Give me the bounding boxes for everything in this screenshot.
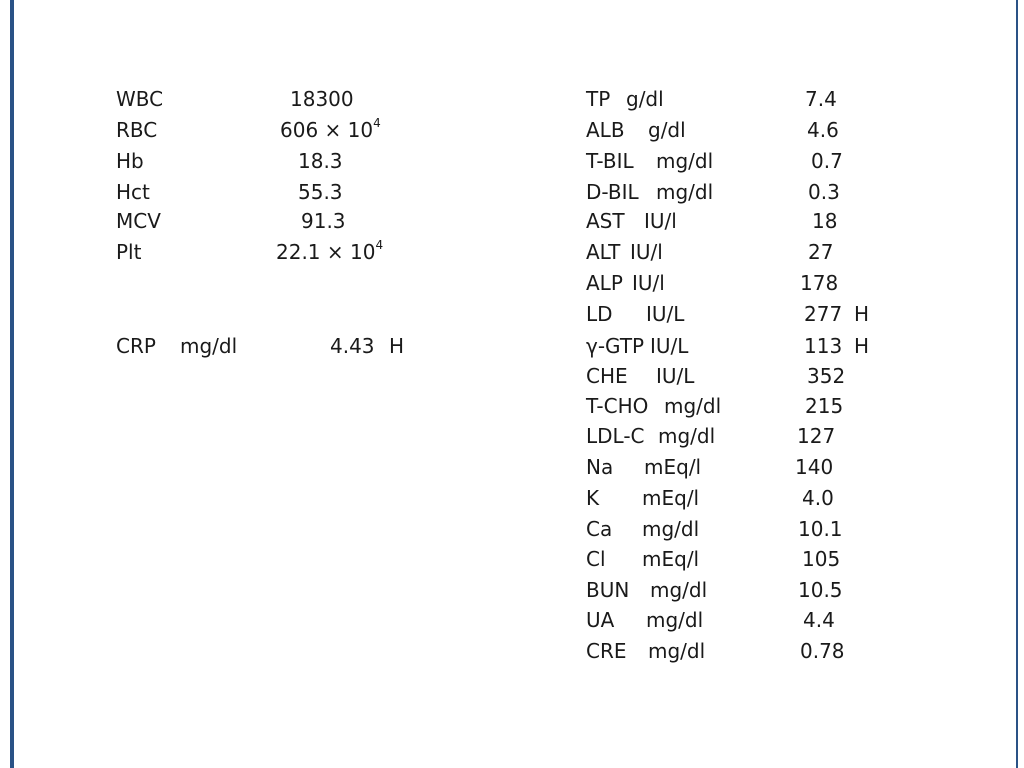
- chem-unit: mg/dl: [646, 608, 704, 632]
- chem-value: 140: [795, 455, 834, 479]
- chem-unit: IU/L: [650, 334, 689, 358]
- chem-value: 113: [804, 334, 843, 358]
- chem-label: TP: [586, 87, 611, 111]
- chem-label: γ-GTP: [586, 334, 645, 358]
- cbc-value: [298, 177, 343, 208]
- chem-label: Ca: [586, 517, 613, 541]
- cbc-label: Hb: [116, 149, 144, 173]
- chem-label: BUN: [586, 578, 630, 602]
- chem-label: T-CHO: [586, 394, 649, 418]
- chem-value: 10.5: [798, 578, 843, 602]
- chem-label: ALB: [586, 118, 625, 142]
- chem-label: K: [586, 486, 600, 510]
- chem-value: 0.3: [808, 180, 840, 204]
- cbc-label: WBC: [116, 87, 164, 111]
- chem-unit: mg/dl: [648, 639, 706, 663]
- cbc-value: [280, 115, 381, 146]
- chem-value: 7.4: [805, 87, 837, 111]
- chem-unit: mEq/l: [644, 455, 702, 479]
- chem-label: T-BIL: [586, 149, 634, 173]
- cbc-value: [298, 146, 343, 177]
- cbc-value-text: 606 × 10: [280, 118, 374, 142]
- cbc-label: Plt: [116, 240, 142, 264]
- crp-label: CRP: [116, 334, 156, 358]
- chem-label: LDL-C: [586, 424, 645, 448]
- cbc-value-text: 18.3: [298, 149, 343, 173]
- crp-unit: mg/dl: [180, 334, 238, 358]
- cbc-label: RBC: [116, 118, 158, 142]
- chem-unit: mg/dl: [664, 394, 722, 418]
- cbc-exponent: 4: [373, 116, 381, 131]
- chem-unit: IU/l: [632, 271, 665, 295]
- chem-label: AST: [586, 209, 625, 233]
- chem-unit: mg/dl: [658, 424, 716, 448]
- chem-unit: mg/dl: [650, 578, 708, 602]
- chem-value: 18: [812, 209, 838, 233]
- chem-value: 105: [802, 547, 841, 571]
- chem-unit: IU/L: [656, 364, 695, 388]
- chem-value: 178: [800, 271, 839, 295]
- chem-flag: H: [854, 302, 870, 326]
- cbc-label: MCV: [116, 209, 161, 233]
- crp-flag: H: [389, 334, 405, 358]
- crp-value: 4.43: [330, 334, 375, 358]
- cbc-value: [290, 84, 354, 115]
- chem-unit: mEq/l: [642, 486, 700, 510]
- chem-label: D-BIL: [586, 180, 639, 204]
- chem-unit: mg/dl: [642, 517, 700, 541]
- chem-label: UA: [586, 608, 615, 632]
- chem-label: LD: [586, 302, 613, 326]
- cbc-value: [301, 206, 346, 237]
- chem-value: 4.6: [807, 118, 839, 142]
- chem-unit: IU/L: [646, 302, 685, 326]
- chem-label: Cl: [586, 547, 606, 571]
- chem-flag: H: [854, 334, 870, 358]
- chem-unit: mEq/l: [642, 547, 700, 571]
- chem-unit: mg/dl: [656, 149, 714, 173]
- chem-unit: IU/l: [644, 209, 677, 233]
- chem-value: 277: [804, 302, 843, 326]
- chem-value: 0.7: [811, 149, 843, 173]
- chem-unit: g/dl: [648, 118, 686, 142]
- cbc-value-text: 22.1 × 10: [276, 240, 376, 264]
- chem-label: ALP: [586, 271, 623, 295]
- chem-unit: IU/l: [630, 240, 663, 264]
- cbc-value-text: 18300: [290, 87, 354, 111]
- chem-label: CHE: [586, 364, 628, 388]
- chem-value: 127: [797, 424, 836, 448]
- cbc-value-text: 91.3: [301, 209, 346, 233]
- chem-label: CRE: [586, 639, 627, 663]
- chem-unit: g/dl: [626, 87, 664, 111]
- chem-label: ALT: [586, 240, 621, 264]
- cbc-exponent: 4: [375, 238, 384, 253]
- chem-value: 0.78: [800, 639, 845, 663]
- cbc-value: [276, 237, 383, 268]
- cbc-value-text: 55.3: [298, 180, 343, 204]
- chem-value: 352: [807, 364, 846, 388]
- cbc-label: Hct: [116, 180, 150, 204]
- chem-value: 215: [805, 394, 844, 418]
- chem-value: 27: [808, 240, 834, 264]
- chem-label: Na: [586, 455, 614, 479]
- chem-unit: mg/dl: [656, 180, 714, 204]
- chem-value: 4.4: [803, 608, 835, 632]
- chem-value: 10.1: [798, 517, 843, 541]
- chem-value: 4.0: [802, 486, 834, 510]
